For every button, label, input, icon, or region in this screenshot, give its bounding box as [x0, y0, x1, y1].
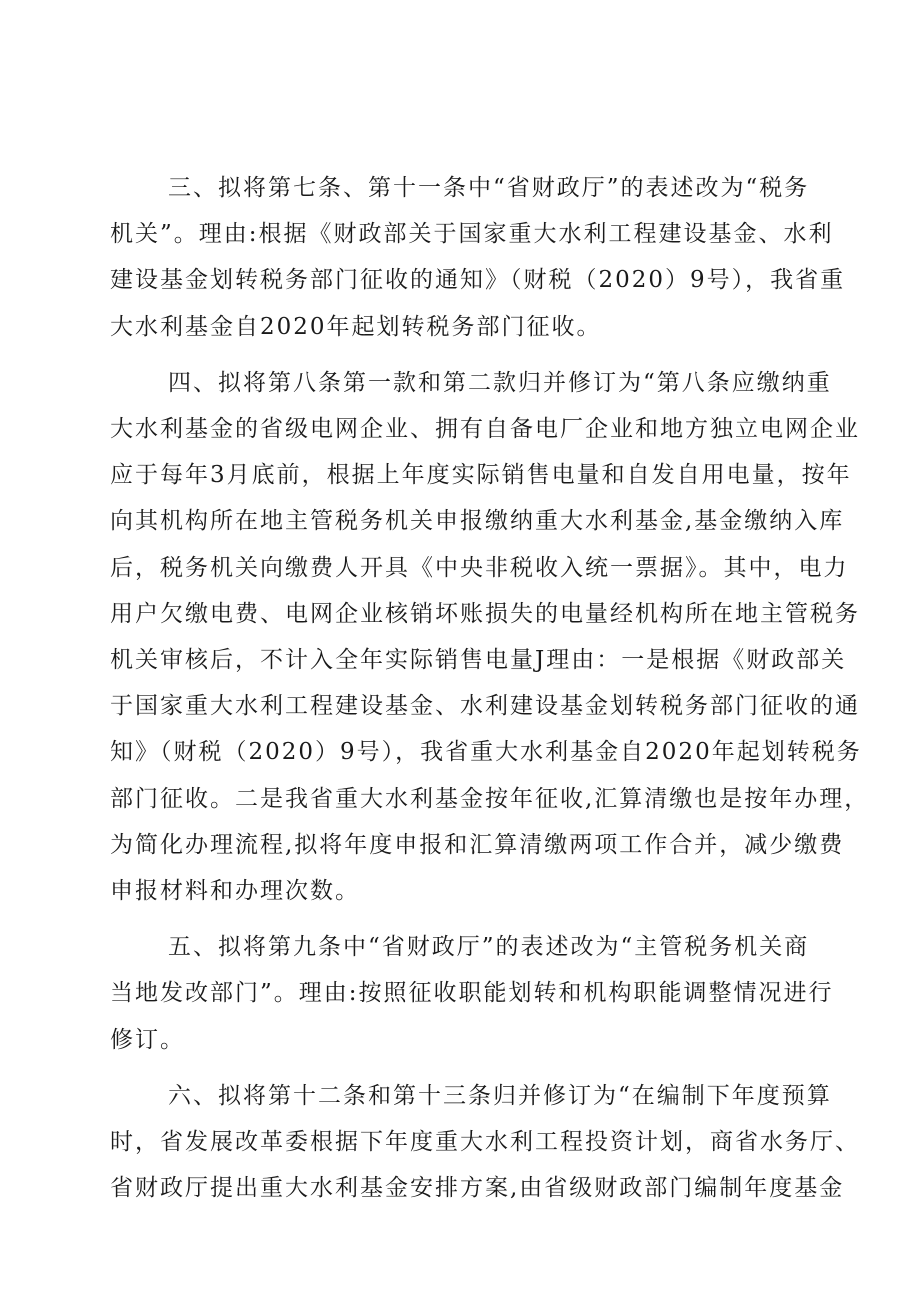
- text-line: 部门征收。二是我省重大水利基金按年征收,汇算清缴也是按年办理，: [110, 785, 870, 812]
- text-line: 知》（财税（2020）9号），我省重大水利基金自2020年起划转税务: [110, 739, 862, 766]
- paragraph-item-4: [110, 360, 870, 914]
- text-line: 当地发改部门”。理由:按照征收职能划转和机构职能调整情况进行: [110, 980, 834, 1007]
- text-line: 申报材料和办理次数。: [110, 878, 360, 905]
- text-line: 用户欠缴电费、电网企业核销坏账损失的电量经机构所在地主管税务: [110, 600, 860, 627]
- text-line: 于国家重大水利工程建设基金、水利建设基金划转税务部门征收的通: [110, 693, 860, 720]
- text-line: 建设基金划转税务部门征收的通知》（财税（2020）9号），我省重: [110, 267, 846, 294]
- text-line: 应于每年3月底前，根据上年度实际销售电量和自发自用电量，按年: [110, 462, 852, 489]
- text-line: 省财政厅提出重大水利基金安排方案,由省级财政部门编制年度基金: [110, 1175, 845, 1202]
- paragraph-item-5: [110, 924, 834, 1063]
- text-line: 修订。: [110, 1026, 185, 1053]
- paragraph-item-3: [110, 165, 846, 350]
- text-line: 三、拟将第七条、第十一条中“省财政厅”的表述改为“税务: [168, 175, 810, 201]
- text-line: 后，税务机关向缴费人开具《中央非税收入统一票据》。其中，电力: [110, 554, 849, 581]
- text-line: 向其机构所在地主管税务机关申报缴纳重大水利基金,基金缴纳入库: [110, 508, 845, 535]
- text-line: 为简化办理流程,拟将年度申报和汇算清缴两项工作合并，减少缴费: [110, 831, 845, 858]
- text-line: 机关”。理由:根据《财政部关于国家重大水利工程建设基金、水利: [110, 221, 834, 248]
- text-line: 大水利基金自2020年起划转税务部门征收。: [110, 313, 602, 340]
- text-line: 大水利基金的省级电网企业、拥有自备电厂企业和地方独立电网企业: [110, 416, 860, 443]
- document-body: [110, 165, 870, 1211]
- text-line: 六、拟将第十二条和第十三条归并修订为“在编制下年度预算: [168, 1082, 832, 1109]
- text-line: 时，省发展改革委根据下年度重大水利工程投资计划，商省水务厅、: [110, 1129, 860, 1156]
- text-line: 机关审核后，不计入全年实际销售电量J理由：一是根据《财政部关: [110, 647, 847, 674]
- text-line: 四、拟将第八条第一款和第二款归并修订为“第八条应缴纳重: [168, 369, 832, 396]
- text-line: 五、拟将第九条中“省财政厅”的表述改为“主管税务机关商: [168, 934, 810, 961]
- paragraph-item-6: [110, 1073, 860, 1212]
